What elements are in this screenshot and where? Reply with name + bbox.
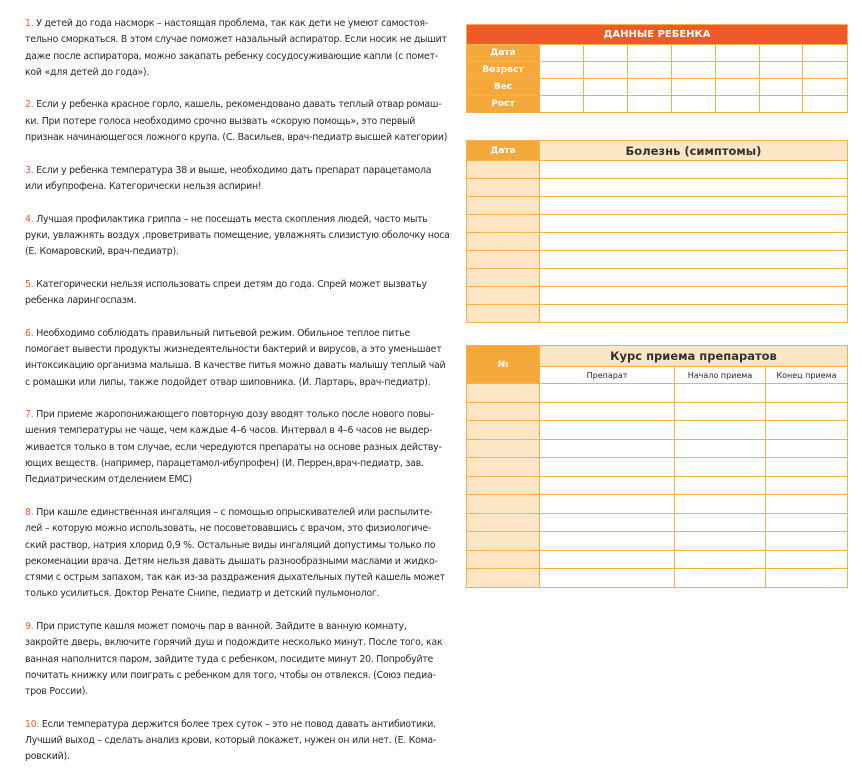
end-cell[interactable] xyxy=(766,421,848,440)
child-data-row xyxy=(467,79,848,96)
tip-text: Необходимо соблюдать правильный питьевой режим. Обильное теплое питье xyxy=(36,327,411,339)
drug-cell[interactable] xyxy=(540,402,675,421)
tip-text: признак начинающегося ложного крупа. (С. Васильев, врач-педиатр высшей категории) xyxy=(25,132,448,144)
data-cell[interactable] xyxy=(803,79,848,96)
data-cell[interactable] xyxy=(627,79,671,96)
medication-row xyxy=(467,550,848,569)
number-cell[interactable] xyxy=(467,550,540,569)
tip-line xyxy=(25,358,446,374)
tips-list xyxy=(25,16,450,782)
data-cell[interactable] xyxy=(671,62,715,79)
tip-item xyxy=(25,212,450,261)
tip-line xyxy=(25,538,436,554)
number-cell[interactable] xyxy=(467,439,540,458)
symptom-row xyxy=(467,161,848,179)
start-cell[interactable] xyxy=(675,458,766,477)
column-end: Конец приема xyxy=(766,367,848,384)
tip-line xyxy=(25,130,448,146)
data-cell[interactable] xyxy=(540,79,584,96)
start-cell[interactable] xyxy=(675,476,766,495)
tip-number: 10. xyxy=(25,718,40,730)
tip-text: или ибупрофена. Категорически нельзя аспирин! xyxy=(25,180,262,192)
tip-line xyxy=(25,472,425,488)
data-cell[interactable] xyxy=(671,45,715,62)
symptom-row xyxy=(467,305,848,323)
number-cell[interactable] xyxy=(467,384,540,403)
tip-number: 2. xyxy=(25,99,34,111)
end-cell[interactable] xyxy=(766,458,848,477)
tip-line xyxy=(25,423,433,439)
drug-cell[interactable] xyxy=(540,532,675,551)
drug-cell[interactable] xyxy=(540,550,675,569)
tip-item xyxy=(25,407,442,488)
tip-text: Если температура держится более трех суток – это не повод давать антибиотики. xyxy=(41,718,436,730)
symptom-cell[interactable] xyxy=(540,197,848,215)
child-data-title: ДАННЫЕ РЕБЕНКА xyxy=(467,25,848,45)
drug-cell[interactable] xyxy=(540,569,675,588)
tip-line xyxy=(25,375,431,391)
tip-line xyxy=(25,277,425,293)
data-cell[interactable] xyxy=(715,45,759,62)
tip-text: кой «для детей до года»). xyxy=(25,66,150,78)
end-cell[interactable] xyxy=(766,550,848,569)
tip-text: При приеме жаропонижающего повторную дозу вводят только после нового повы- xyxy=(36,409,434,421)
tip-item xyxy=(25,505,445,603)
tip-number: 6. xyxy=(25,327,34,339)
tip-text: почитать книжку или поиграть с ребенком для того, чтобы он отвлекся. (Союз педиа- xyxy=(25,669,436,681)
tip-number: 7. xyxy=(25,409,34,421)
tip-text: закройте дверь, включите горячий душ и подождите несколько минут. После того, как xyxy=(25,637,443,649)
end-cell[interactable] xyxy=(766,439,848,458)
data-cell[interactable] xyxy=(759,62,803,79)
tip-line xyxy=(25,228,450,244)
tip-text: ки. При потере голоса необходимо срочно вызвать «скорую помощь», это первый xyxy=(25,115,416,127)
tip-text: У детей до года насморк – настоящая проблема, так как дети не умеют самостоя- xyxy=(36,18,428,29)
drug-cell[interactable] xyxy=(540,458,675,477)
number-cell[interactable] xyxy=(467,513,540,532)
row-label: Возраст xyxy=(467,62,540,79)
tip-line xyxy=(25,293,425,309)
medication-title: Курс приема препаратов xyxy=(540,346,848,367)
medication-row xyxy=(467,532,848,551)
start-cell[interactable] xyxy=(675,569,766,588)
medication-number-header: № xyxy=(467,346,540,384)
data-cell[interactable] xyxy=(540,45,584,62)
tip-number: 1. xyxy=(25,18,34,29)
row-label: Дата xyxy=(467,45,540,62)
data-cell[interactable] xyxy=(803,96,848,113)
drug-cell[interactable] xyxy=(540,513,675,532)
data-cell[interactable] xyxy=(627,96,671,113)
date-cell[interactable] xyxy=(467,251,540,269)
data-cell[interactable] xyxy=(583,62,627,79)
tip-text: тров России). xyxy=(25,686,88,698)
medication-row xyxy=(467,569,848,588)
symptom-cell[interactable] xyxy=(540,215,848,233)
tip-text: Лучший выход – сделать анализ крови, который покажет, нужен он или нет. (Е. Кома- xyxy=(25,735,437,747)
tip-item xyxy=(25,97,448,146)
child-data-row xyxy=(467,96,848,113)
end-cell[interactable] xyxy=(766,532,848,551)
symptoms-date-header: Дата xyxy=(467,141,540,161)
tip-text: При приступе кашля может помочь пар в ванной. Зайдите в ванную комнату, xyxy=(36,620,407,632)
tip-line xyxy=(25,16,428,32)
child-data-table xyxy=(466,24,848,113)
tip-line xyxy=(25,684,425,700)
date-cell[interactable] xyxy=(467,233,540,251)
symptom-row xyxy=(467,233,848,251)
drug-cell[interactable] xyxy=(540,384,675,403)
start-cell[interactable] xyxy=(675,402,766,421)
date-cell[interactable] xyxy=(467,305,540,323)
symptom-cell[interactable] xyxy=(540,287,848,305)
tip-text: шения температуры не чаще, чем каждые 4–6 часов. Интервал в 4–6 часов не выдер- xyxy=(25,425,433,437)
tip-text: тельно сморкаться. В этом случае поможет назальный аспиратор. Если носик не дышит xyxy=(25,34,447,46)
start-cell[interactable] xyxy=(675,532,766,551)
tip-text: Категорически нельзя использовать спреи детям до года. Спрей может вызватьу xyxy=(36,278,427,290)
tip-line xyxy=(25,521,431,537)
tip-text: стями с острым запахом, так как из-за раздражения дыхательных путей кашель может xyxy=(25,572,445,584)
end-cell[interactable] xyxy=(766,495,848,514)
number-cell[interactable] xyxy=(467,495,540,514)
date-cell[interactable] xyxy=(467,161,540,179)
tip-number: 3. xyxy=(25,164,34,176)
tip-item xyxy=(25,717,437,766)
symptom-row xyxy=(467,269,848,287)
data-cell[interactable] xyxy=(671,96,715,113)
data-cell[interactable] xyxy=(671,79,715,96)
medication-row xyxy=(467,384,848,403)
tip-line xyxy=(25,244,425,260)
tip-line xyxy=(25,586,425,602)
medication-row xyxy=(467,421,848,440)
data-cell[interactable] xyxy=(627,45,671,62)
medication-row xyxy=(467,513,848,532)
tip-line xyxy=(25,733,437,749)
medication-row xyxy=(467,439,848,458)
symptom-cell[interactable] xyxy=(540,179,848,197)
tip-item xyxy=(25,16,447,81)
data-cell[interactable] xyxy=(715,79,759,96)
tip-line xyxy=(25,407,434,423)
data-cell[interactable] xyxy=(583,45,627,62)
tip-text: с ромашки или липы, также подойдет отвар шиповника. (И. Лартарь, врач-педиатр). xyxy=(25,376,431,388)
start-cell[interactable] xyxy=(675,550,766,569)
drug-cell[interactable] xyxy=(540,421,675,440)
tip-number: 9. xyxy=(25,620,34,632)
tip-line xyxy=(25,440,442,456)
symptom-row xyxy=(467,287,848,305)
tip-line xyxy=(25,212,428,228)
tip-line xyxy=(25,326,425,342)
tip-text: Если у ребенка красное горло, кашель, рекомендовано давать теплый отвар ромаш- xyxy=(36,99,442,111)
tip-number: 8. xyxy=(25,506,34,518)
tip-text: ребенка ларингоспазм. xyxy=(25,295,137,307)
data-cell[interactable] xyxy=(803,45,848,62)
row-label: Вес xyxy=(467,79,540,96)
symptoms-table xyxy=(466,140,848,323)
tip-line xyxy=(25,570,445,586)
start-cell[interactable] xyxy=(675,439,766,458)
symptom-row xyxy=(467,179,848,197)
start-cell[interactable] xyxy=(675,421,766,440)
end-cell[interactable] xyxy=(766,513,848,532)
symptom-cell[interactable] xyxy=(540,251,848,269)
medication-row xyxy=(467,495,848,514)
tip-text: ванная наполнится паром, зайдите туда с ребенком, посидите минут 20. Попробуйте xyxy=(25,653,434,665)
symptom-row xyxy=(467,251,848,269)
symptom-cell[interactable] xyxy=(540,233,848,251)
tip-text: даже после аспиратора, можно закапать ребенку сосудосуживающие капли (с помет- xyxy=(25,50,438,62)
number-cell[interactable] xyxy=(467,569,540,588)
column-start: Начало приема xyxy=(675,367,766,384)
tip-line xyxy=(25,652,434,668)
tip-text: руки, увлажнять воздух ,проветривать помещение, увлажнять слизистую оболочку носа xyxy=(25,229,450,241)
medication-row xyxy=(467,402,848,421)
tip-line xyxy=(25,619,425,635)
data-cell[interactable] xyxy=(759,79,803,96)
number-cell[interactable] xyxy=(467,532,540,551)
number-cell[interactable] xyxy=(467,476,540,495)
data-cell[interactable] xyxy=(803,62,848,79)
tip-line xyxy=(25,554,438,570)
tip-line xyxy=(25,717,436,733)
drug-cell[interactable] xyxy=(540,495,675,514)
start-cell[interactable] xyxy=(675,384,766,403)
tip-item xyxy=(25,326,446,391)
data-cell[interactable] xyxy=(583,79,627,96)
child-data-row xyxy=(467,62,848,79)
number-cell[interactable] xyxy=(467,421,540,440)
tip-text: лей – которую можно использовать, не посоветовавшись с врачом, это физиологиче- xyxy=(25,523,431,535)
data-cell[interactable] xyxy=(540,62,584,79)
tip-text: интоксикацию организма малыша. В качестве питья можно давать малышу теплый чай xyxy=(25,360,446,372)
end-cell[interactable] xyxy=(766,476,848,495)
date-cell[interactable] xyxy=(467,197,540,215)
date-cell[interactable] xyxy=(467,269,540,287)
tip-text: При кашле единственная ингаляция – с помощью опрыскивателей или распылите- xyxy=(36,506,433,518)
end-cell[interactable] xyxy=(766,384,848,403)
drug-cell[interactable] xyxy=(540,476,675,495)
number-cell[interactable] xyxy=(467,402,540,421)
start-cell[interactable] xyxy=(675,513,766,532)
medication-table xyxy=(466,345,848,588)
tip-line xyxy=(25,97,442,113)
tip-line xyxy=(25,163,432,179)
symptom-cell[interactable] xyxy=(540,269,848,287)
tip-number: 5. xyxy=(25,278,34,290)
tip-text: Если у ребенка температура 38 и выше, необходимо дать препарат парацетамола xyxy=(36,164,432,176)
tip-line xyxy=(25,65,425,81)
tip-line xyxy=(25,635,443,651)
data-cell[interactable] xyxy=(759,96,803,113)
symptom-cell[interactable] xyxy=(540,161,848,179)
tip-text: Педиатрическим отделением ЕМС) xyxy=(25,474,192,486)
tip-text: помогает вывести продукты жизнедеятельности бактерий и вирусов, а это уменьшает xyxy=(25,343,442,355)
data-cell[interactable] xyxy=(715,96,759,113)
tip-line xyxy=(25,114,425,130)
tip-text: живается только в том случае, если чередуются препараты на основе разных действу- xyxy=(25,441,442,453)
drug-cell[interactable] xyxy=(540,439,675,458)
tip-text: ский раствор, натрия хлорид 0,9 %. Остальные виды ингаляций допустимы только по xyxy=(25,539,436,551)
start-cell[interactable] xyxy=(675,495,766,514)
tip-line xyxy=(25,505,433,521)
medication-row xyxy=(467,476,848,495)
tip-text: рекоменации врача. Детям нельзя давать дышать разнообразными маслами и жидко- xyxy=(25,555,438,567)
column-drug: Препарат xyxy=(540,367,675,384)
data-cell[interactable] xyxy=(715,62,759,79)
symptom-cell[interactable] xyxy=(540,305,848,323)
tip-text: только усилиться. Доктор Ренате Снипе, педиатр и детский пульмонолог. xyxy=(25,588,380,600)
tip-item xyxy=(25,619,443,700)
end-cell[interactable] xyxy=(766,402,848,421)
tip-text: ровский). xyxy=(25,751,70,763)
tip-item xyxy=(25,163,432,196)
tip-line xyxy=(25,179,425,195)
data-cell[interactable] xyxy=(759,45,803,62)
end-cell[interactable] xyxy=(766,569,848,588)
data-cell[interactable] xyxy=(583,96,627,113)
tip-line xyxy=(25,668,436,684)
symptom-row xyxy=(467,215,848,233)
tip-line xyxy=(25,32,447,48)
tip-item xyxy=(25,277,425,310)
tip-text: Лучшая профилактика гриппа – не посещать места скопления людей, часто мыть xyxy=(36,213,428,225)
number-cell[interactable] xyxy=(467,458,540,477)
data-cell[interactable] xyxy=(540,96,584,113)
tip-line xyxy=(25,342,442,358)
medication-row xyxy=(467,458,848,477)
date-cell[interactable] xyxy=(467,179,540,197)
row-label: Рост xyxy=(467,96,540,113)
tip-number: 4. xyxy=(25,213,34,225)
date-cell[interactable] xyxy=(467,287,540,305)
tip-line xyxy=(25,49,438,65)
child-data-row xyxy=(467,45,848,62)
data-cell[interactable] xyxy=(627,62,671,79)
date-cell[interactable] xyxy=(467,215,540,233)
symptom-row xyxy=(467,197,848,215)
tip-line xyxy=(25,749,425,765)
tip-line xyxy=(25,456,425,472)
symptoms-title: Болезнь (симптомы) xyxy=(540,141,848,161)
tip-text: ющих веществ. (например, парацетамол-ибупрофен) (И. Перрен,врач-педиатр, зав. xyxy=(25,458,424,470)
tip-text: (Е. Комаровский, врач-педиатр). xyxy=(25,246,179,258)
